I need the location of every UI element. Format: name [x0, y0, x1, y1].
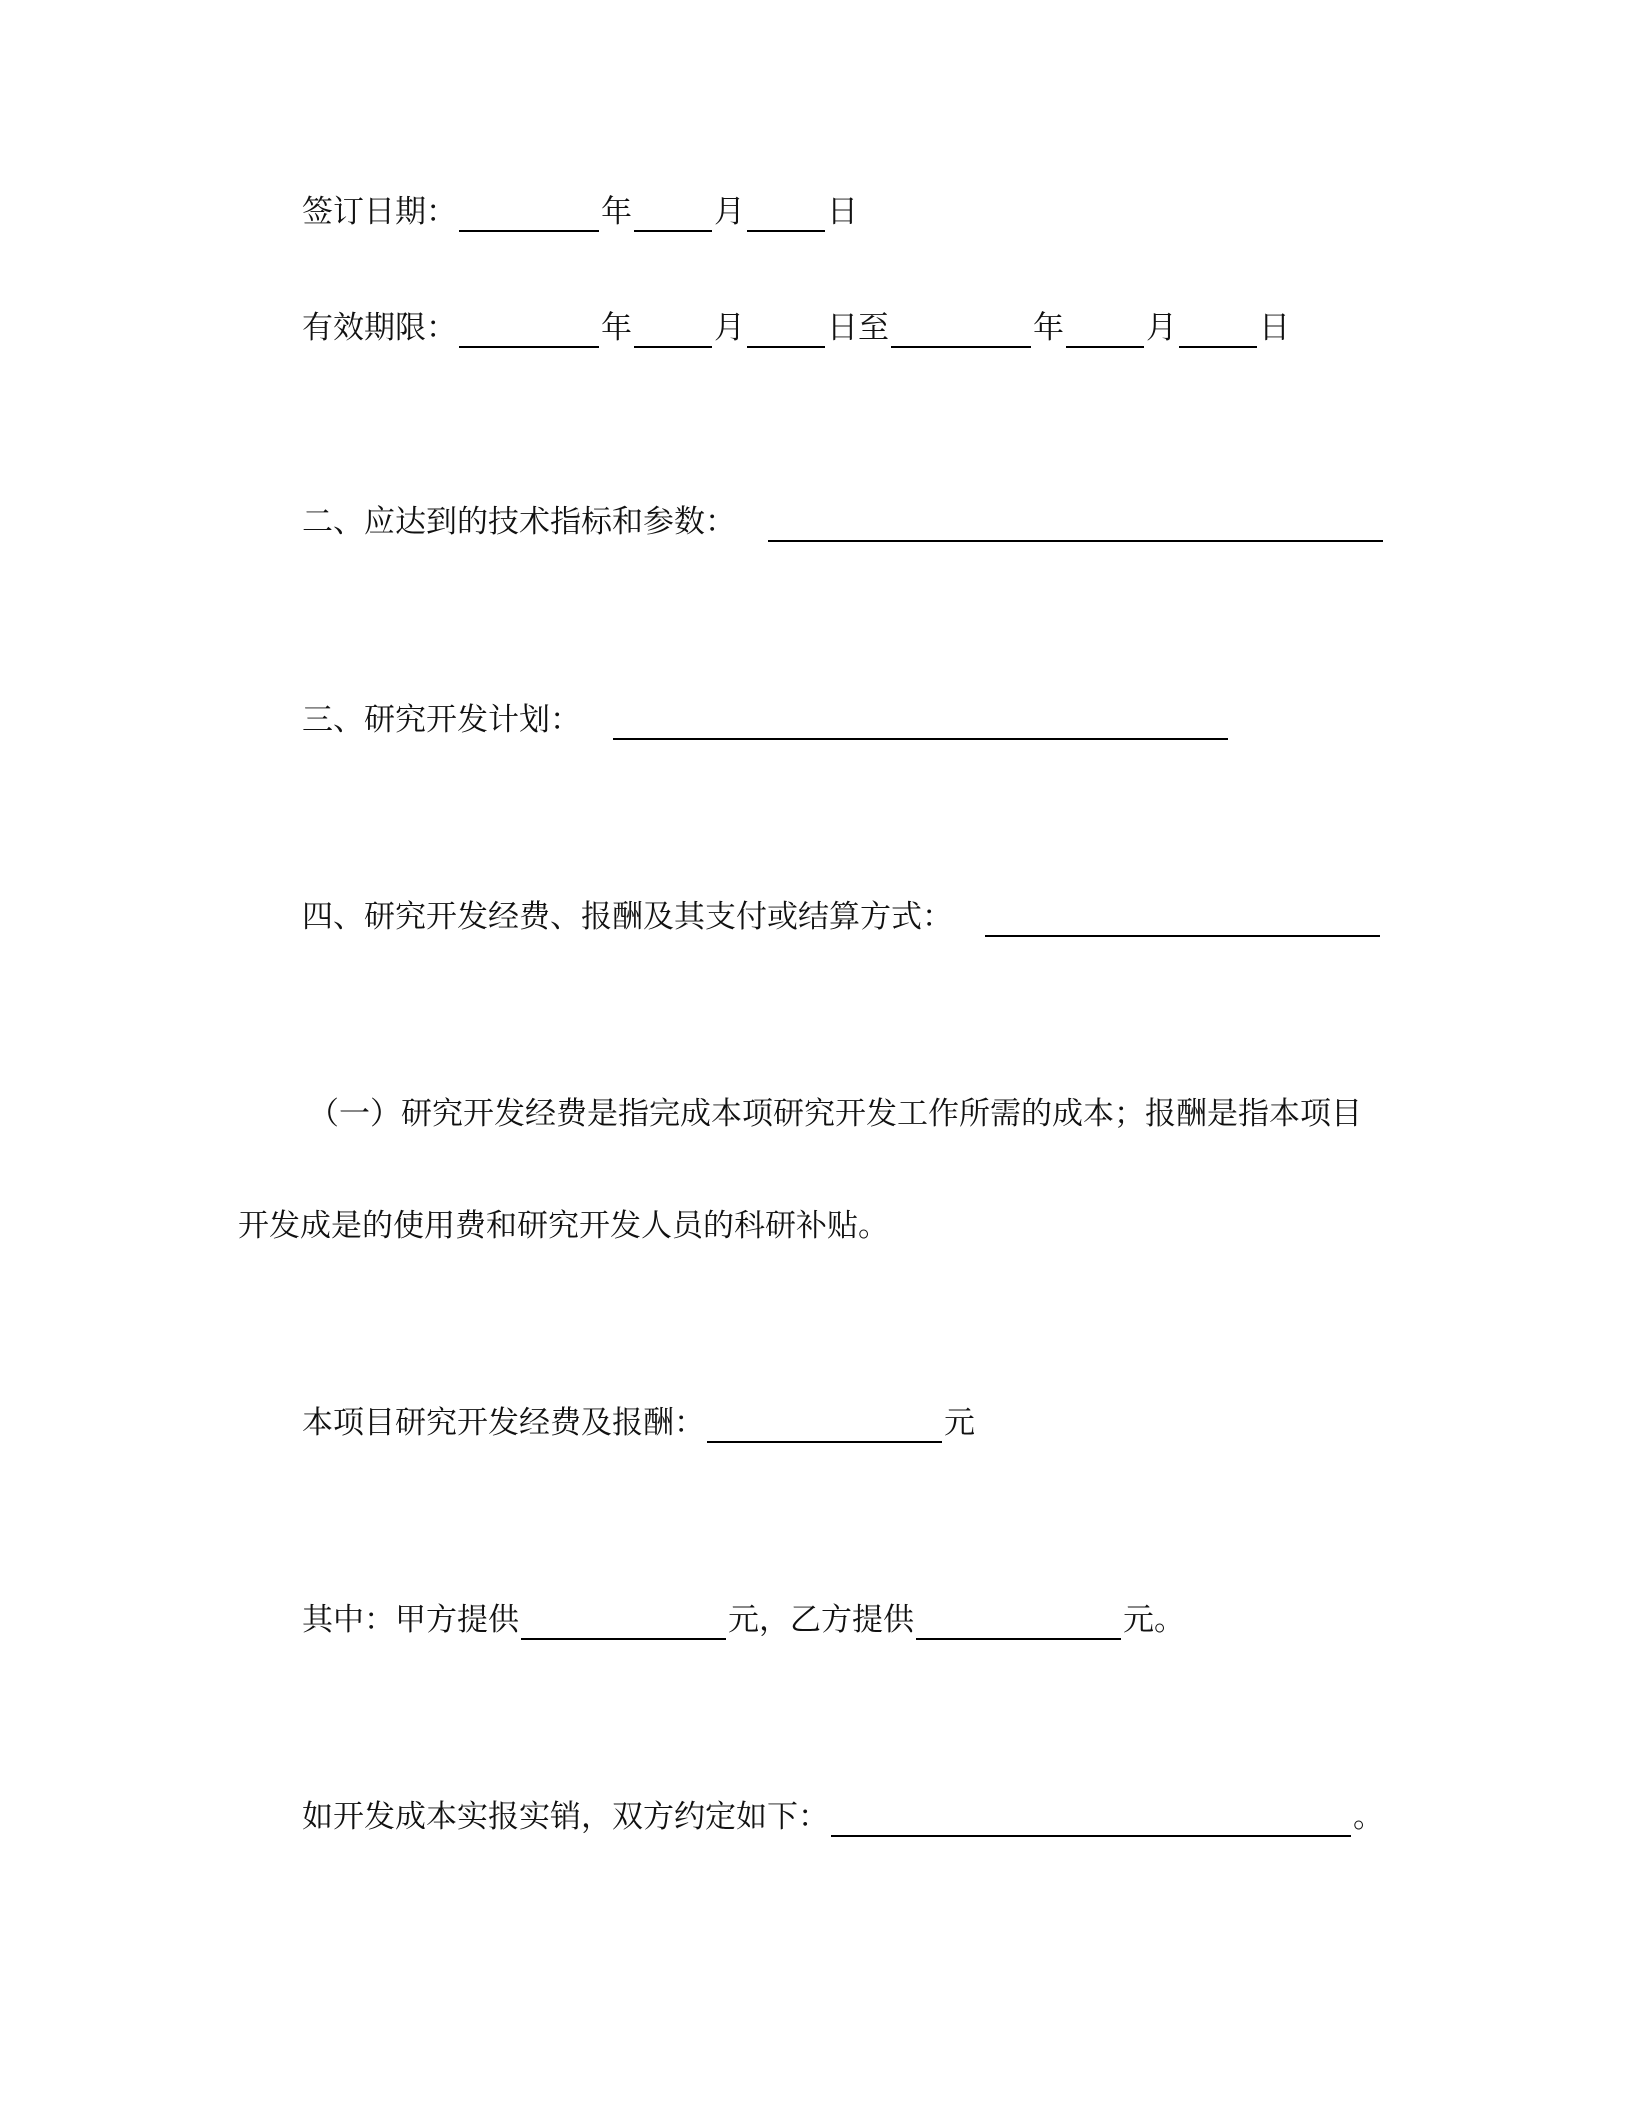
funding-unit: 元	[944, 1405, 975, 1441]
actual-cost-blank[interactable]	[831, 1799, 1351, 1837]
funding-amount-blank[interactable]	[707, 1405, 942, 1443]
section2-blank[interactable]	[768, 504, 1383, 542]
section3-line	[302, 700, 1230, 740]
month-text: 月	[714, 310, 745, 346]
party-a-amount-blank[interactable]	[521, 1602, 726, 1640]
validity-end-month-blank[interactable]	[1066, 310, 1144, 348]
year-text: 年	[1033, 310, 1064, 346]
actual-cost-label: 如开发成本实报实销，双方约定如下：	[302, 1799, 829, 1835]
month-text: 月	[1146, 310, 1177, 346]
validity-start-year-blank[interactable]	[459, 310, 599, 348]
paragraph-1-line-2: 开发成是的使用费和研究开发人员的科研补贴。	[238, 1208, 889, 1244]
shares-mid: 元，乙方提供	[728, 1602, 914, 1638]
month-text: 月	[714, 194, 745, 230]
actual-cost-end: 。	[1353, 1799, 1384, 1835]
signing-date-line	[302, 192, 858, 232]
section4-line	[302, 897, 1382, 937]
actual-cost-line	[302, 1797, 1384, 1837]
section2-line	[302, 502, 1385, 542]
signing-year-blank[interactable]	[459, 194, 599, 232]
day-text: 日	[827, 194, 858, 230]
validity-end-year-blank[interactable]	[891, 310, 1031, 348]
validity-start-month-blank[interactable]	[634, 310, 712, 348]
day-text: 日	[1259, 310, 1290, 346]
year-text: 年	[601, 194, 632, 230]
paragraph-1	[238, 1094, 1378, 1134]
signing-date-label: 签订日期：	[302, 194, 457, 230]
section3-label: 三、研究开发计划：	[302, 702, 581, 738]
section4-label: 四、研究开发经费、报酬及其支付或结算方式：	[302, 899, 953, 935]
signing-day-blank[interactable]	[747, 194, 825, 232]
party-b-amount-blank[interactable]	[916, 1602, 1121, 1640]
paragraph-1-cont	[238, 1206, 1378, 1246]
validity-line	[302, 308, 1290, 348]
validity-label: 有效期限：	[302, 310, 457, 346]
validity-end-day-blank[interactable]	[1179, 310, 1257, 348]
day-to-text: 日至	[827, 310, 889, 346]
section4-blank[interactable]	[985, 899, 1380, 937]
year-text: 年	[601, 310, 632, 346]
signing-month-blank[interactable]	[634, 194, 712, 232]
section2-label: 二、应达到的技术指标和参数：	[302, 504, 736, 540]
shares-prefix: 其中：甲方提供	[302, 1602, 519, 1638]
section3-blank[interactable]	[613, 702, 1228, 740]
shares-line	[302, 1600, 1185, 1640]
paragraph-1-line-1: （一）研究开发经费是指完成本项研究开发工作所需的成本；报酬是指本项目	[308, 1096, 1362, 1132]
funding-label: 本项目研究开发经费及报酬：	[302, 1405, 705, 1441]
funding-line	[302, 1403, 975, 1443]
validity-start-day-blank[interactable]	[747, 310, 825, 348]
shares-end: 元。	[1123, 1602, 1185, 1638]
